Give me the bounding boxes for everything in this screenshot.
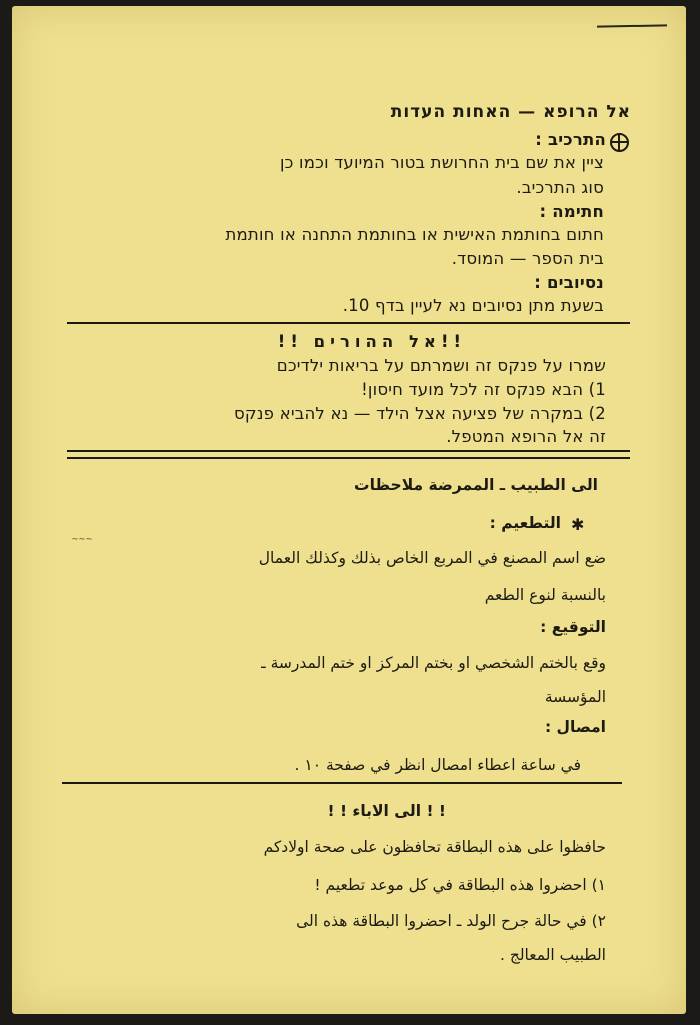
arabic-serum-label: امصال : [544,718,606,736]
hebrew-vaccine-text-2: סוג התרכיב. [516,178,604,197]
arabic-signature-text-2: المؤسسة [544,688,606,706]
hebrew-item-2-line-2: זה אל הרופא המטפל. [446,427,606,446]
hebrew-vaccine-label: התרכיב : [535,130,606,149]
instruction-card [12,6,686,1014]
arabic-divider [62,782,622,784]
faint-stamp-mark: ~~~ [72,534,94,545]
arabic-item-2-line-1: ٢) في حالة جرح الولد ـ احضروا البطاقة هذه الى [296,912,606,930]
arabic-parents-heading: ! ! الى الاباء ! ! [327,802,446,820]
arabic-parents-text: حافظوا على هذه البطاقة تحافظون على صحة اولادكم [263,838,606,856]
hebrew-heading: אל הרופא — האחות העדות [390,102,631,122]
arabic-vaccine-text-1: ضع اسم المصنع في المربع الخاص بذلك وكذلك العمال [258,549,606,567]
arabic-heading: الى الطبيب ـ الممرضة ملاحظات [354,476,598,494]
double-divider-top [67,450,630,452]
double-divider-bottom [67,457,630,459]
arabic-signature-text-1: وقع بالختم الشخصي او بختم المركز او ختم المدرسة ـ [261,654,606,672]
hebrew-serum-label: נסיובים : [534,273,604,292]
hebrew-signature-text-2: בית הספר — המוסד. [451,249,604,268]
arabic-vaccine-label: التطعيم : [489,514,561,532]
hebrew-signature-text-1: חתום בחותמת האישית או בחותמת התחנה או חותמת [225,225,604,244]
hebrew-signature-label: חתימה : [539,202,604,221]
hebrew-parents-heading: !!אל ההורים !! [277,332,466,351]
hebrew-item-2-line-1: 2) במקרה של פציעה אצל הילד — נא להביא פנקס [234,404,606,423]
asterisk-icon: ✱ [571,515,585,534]
corner-mark [597,24,667,27]
arabic-signature-label: التوقيع : [540,618,606,636]
hebrew-vaccine-text-1: ציין את שם בית החרושת בטור המיועד וכמו כן [279,153,604,172]
circle-cross-icon [610,133,629,152]
arabic-serum-text: في ساعة اعطاء امصال انظر في صفحة ١٠ . [294,756,581,774]
hebrew-serum-text: בשעת מתן נסיובים נא לעיין בדף 10. [342,296,604,315]
divider [67,322,630,324]
hebrew-item-1: 1) הבא פנקס זה לכל מועד חיסון! [361,380,606,399]
arabic-vaccine-text-2: بالنسبة لنوع الطعم [484,586,606,604]
hebrew-parents-text: שמרו על פנקס זה ושמרתם על בריאות ילדיכם [276,356,606,375]
arabic-item-2-line-2: الطبيب المعالج . [499,946,606,964]
arabic-item-1: ١) احضروا هذه البطاقة في كل موعد تطعيم ! [314,876,606,894]
